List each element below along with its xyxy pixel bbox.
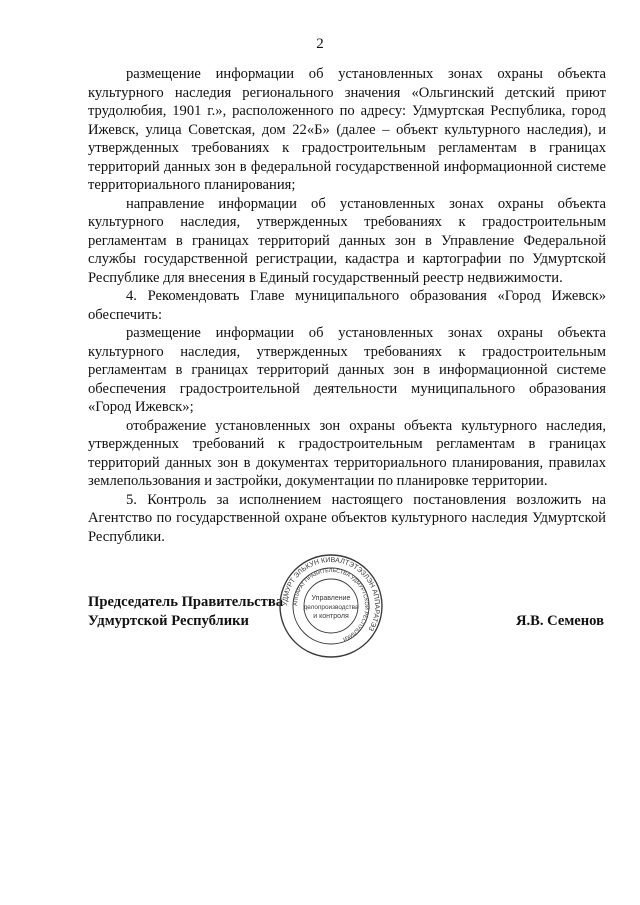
official-stamp bbox=[278, 553, 384, 659]
paragraph-item-4: 4. Рекомендовать Главе муниципального образования «Город Ижевск» обеспечить: bbox=[88, 288, 606, 323]
paragraph-direction-rosreestr: направление информации об установленных зонах охраны объекта культурного наследия, утвержденных требованиях к градостроительным регламентам в границах территорий данных зон в Управление Федеральной службы государственной регистрации, кадастра и картографии по Удмуртской Республике для внесения в Единый государственный реестр недвижимости. bbox=[88, 195, 606, 286]
page-number: 2 bbox=[316, 36, 324, 52]
paragraph-item-5: 5. Контроль за исполнением настоящего постановления возложить на Агентство по государственной охране объектов культурного наследия Удмуртской Республики. bbox=[88, 491, 606, 545]
stamp-inner-ring-text: АППАРАТ ПРАВИТЕЛЬСТВА УДМУРТСКОЙ РЕСПУБЛИКИ bbox=[292, 567, 370, 642]
stamp-outer-ring-text: УДМУРТ ЭЛЬКУН КИВАЛТЭТЭЗЛЭН АППАРАТЭЗ bbox=[281, 556, 381, 633]
signatory-title bbox=[88, 593, 283, 631]
paragraph-placement-municipal: размещение информации об установленных зонах охраны объекта культурного наследия, утвержденных требованиях к градостроительным регламентам в границах территорий данных зон в информационной системе обеспечения градостроительной деятельности муниципального образования «Город Ижевск»; bbox=[88, 325, 606, 415]
stamp-center-line1: Управление bbox=[311, 595, 351, 602]
paragraph-display-zones: отображение установленных зон охраны объекта культурного наследия, утвержденных требований к градостроительным регламентам в границах территорий данных зон в документах территориального планирования, правилах землепользования и застройки, документации по планировке территории. bbox=[88, 417, 606, 489]
signatory-title-line1: Председатель Правительства bbox=[88, 594, 284, 610]
signatory-title-line2: Удмуртской Республики bbox=[88, 613, 249, 629]
signatory-name: Я.В. Семенов bbox=[515, 613, 604, 629]
paragraph-placement-federal: размещение информации об установленных зонах охраны объекта культурного наследия регионального значения «Ольгинский детский приют трудолюбия, 1901 г.», расположенного по адресу: Удмуртская Республика, город Ижевск, улица Советская, дом 22«Б» (далее – объект культурного наследия), и утвержденных требованиях к градостроительным регламентам в границах территорий данных зон в федеральной государственной информационной системе территориального планирования; bbox=[88, 66, 606, 193]
stamp-center-line2: делопроизводства bbox=[303, 604, 359, 611]
document-body bbox=[88, 65, 606, 546]
stamp-center-line3: и контроля bbox=[313, 613, 349, 620]
